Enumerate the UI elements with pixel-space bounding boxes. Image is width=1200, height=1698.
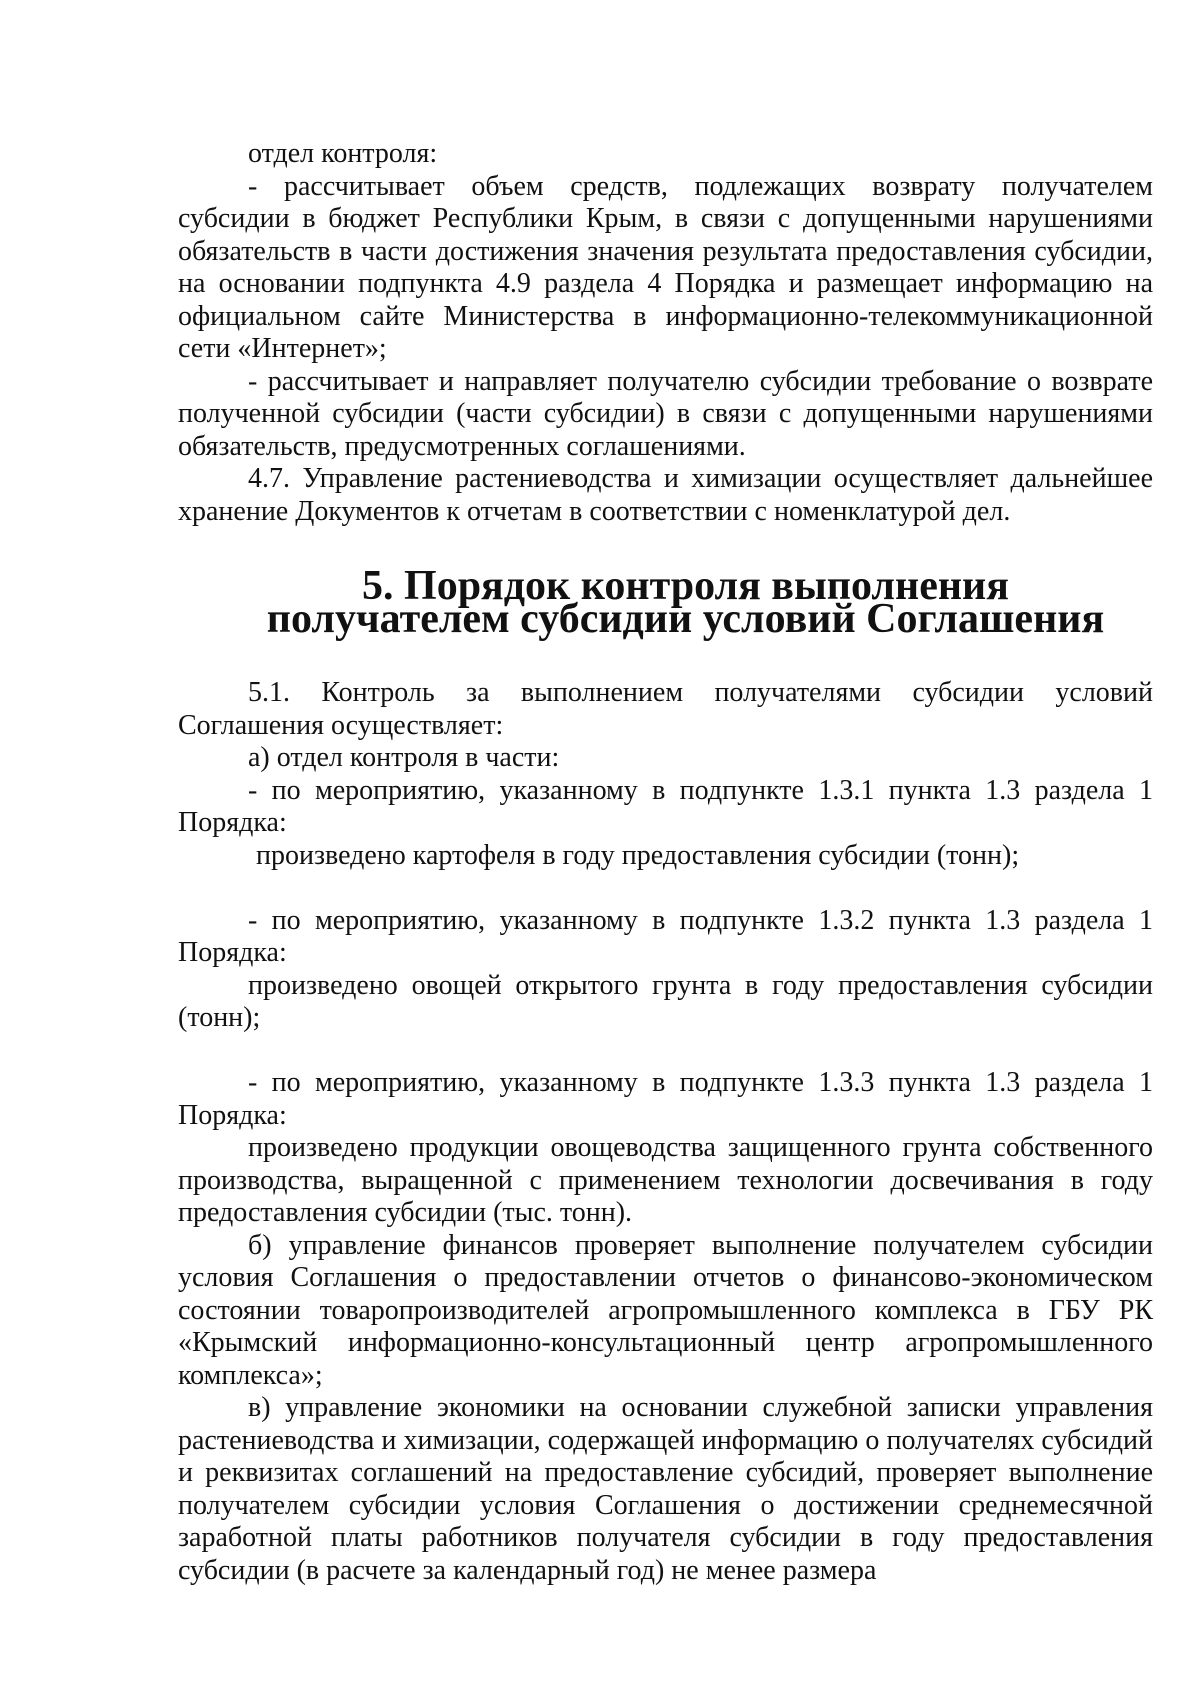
paragraph-measure-1-3-2: - по мероприятию, указанному в подпункте 1.3.2 пункта 1.3 раздела 1 Порядка:	[178, 904, 1153, 968]
paragraph-greenhouse-output: произведено продукции овощеводства защищенного грунта собственного производства, выращенной с применением технологии досвечивания в году предоставления субсидии (тыс. тонн).	[178, 1132, 1153, 1228]
section-5-heading: 5. Порядок контроля выполнения получателем субсидии условий Соглашения	[266, 563, 1105, 642]
paragraph-item-a: а) отдел контроля в части:	[248, 742, 560, 773]
paragraph-4-7: 4.7. Управление растениеводства и химизации осуществляет дальнейшее хранение Документов к отчетам в соответствии с номенклатурой дел.	[178, 463, 1153, 527]
paragraph-5-1: 5.1. Контроль за выполнением получателями субсидии условий Соглашения осуществляет:	[178, 677, 1153, 741]
paragraph-send-demand: - рассчитывает и направляет получателю субсидии требование о возврате полученной субсидии (части субсидии) в связи с допущенными нарушениями обязательств, предусмотренных соглашениями.	[178, 365, 1153, 462]
blank-line	[178, 872, 1153, 905]
paragraph-control-dept: отдел контроля:	[248, 138, 438, 169]
paragraph-item-v: в) управление экономики на основании служебной записки управления растениеводства и химизации, содержащей информацию о получателях субсидий и реквизитах соглашений на предоставление субсидий, проверяет выполнение получателем субсидии условия Соглашения о достижении среднемесячной заработной платы работников получателя субсидии в году предоставления субсидии (в расчете за календарный год) не менее размера	[178, 1392, 1153, 1586]
paragraph-measure-1-3-1: - по мероприятию, указанному в подпункте 1.3.1 пункта 1.3 раздела 1 Порядка:	[178, 774, 1153, 838]
document-page	[178, 138, 1153, 1587]
paragraph-item-b: б) управление финансов проверяет выполнение получателем субсидии условия Соглашения о предоставлении отчетов о финансово-экономическом состоянии товаропроизводителей агропромышленного комплекса в ГБУ РК «Крымский информационно-консультационный центр агропромышленного комплекса»;	[178, 1229, 1153, 1391]
paragraph-vegetables-output: произведено овощей открытого грунта в году предоставления субсидии (тонн);	[178, 969, 1153, 1033]
paragraph-measure-1-3-3: - по мероприятию, указанному в подпункте 1.3.3 пункта 1.3 раздела 1 Порядка:	[178, 1067, 1153, 1131]
paragraph-potato-output: произведено картофеля в году предоставления субсидии (тонн);	[256, 839, 1020, 871]
blank-line	[178, 1035, 1153, 1068]
paragraph-calc-refund: - рассчитывает объем средств, подлежащих возврату получателем субсидии в бюджет Республики Крым, в связи с допущенными нарушениями обязательств в части достижения значения результата предоставления субсидии, на основании подпункта 4.9 раздела 4 Порядка и размещает информацию на официальном сайте Министерства в информационно-телекоммуникационной сети «Интернет»;	[178, 170, 1153, 364]
